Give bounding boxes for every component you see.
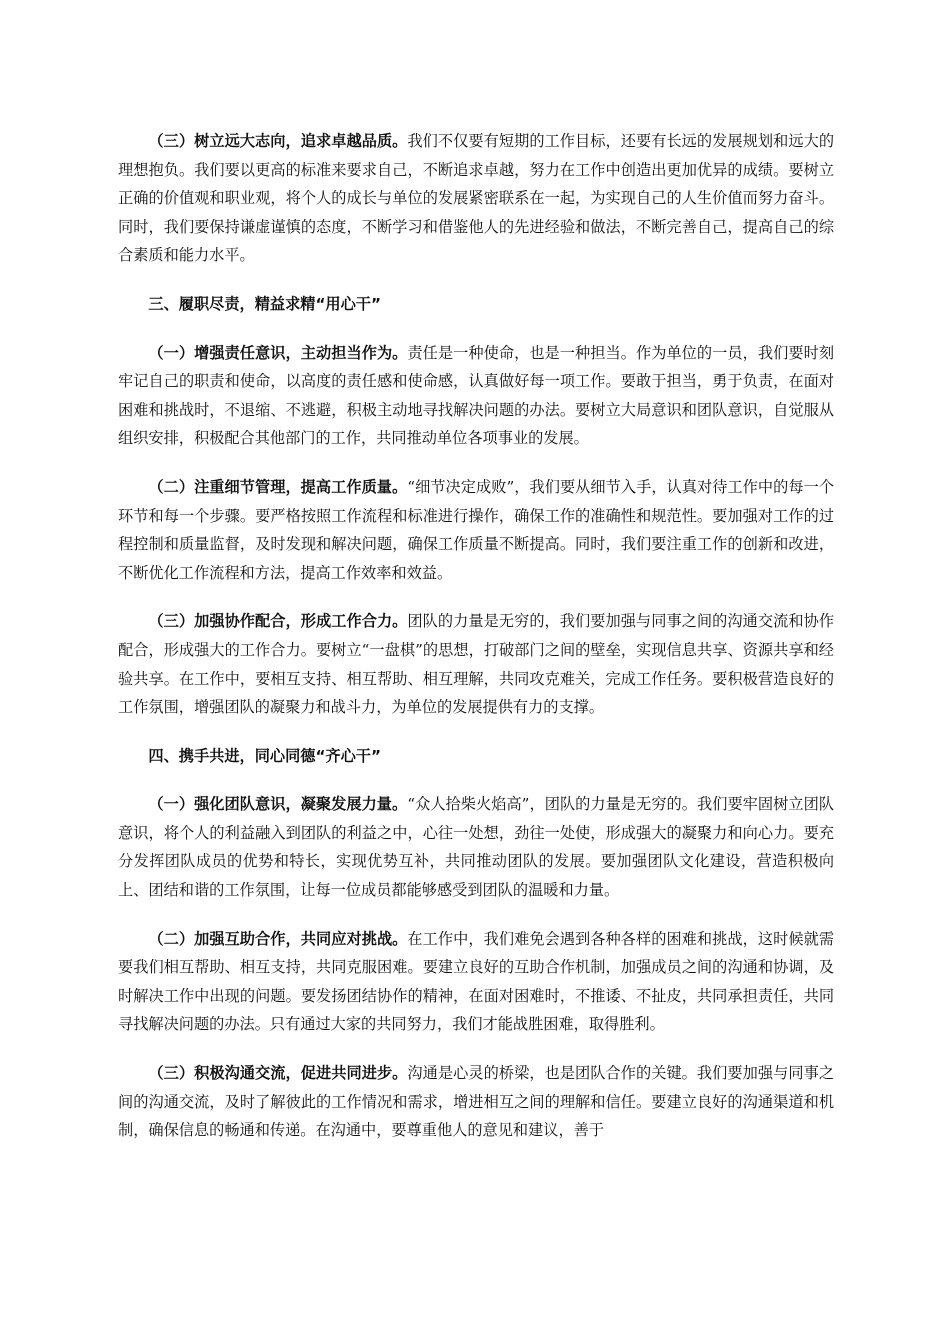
paragraph-body: 团队的力量是无穷的，我们要加强与同事之间的沟通交流和协作配合，形成强大的工作合力。要树立“一盘棋”的思想，打破部门之间的壁垒，实现信息共享、资源共享和经验共享。在工作中，要相互支持、相互帮助、相互理解，共同攻克难关，完成工作任务。要积极营造良好的工作氛围，增强团队的凝聚力和战斗力，为单位的发展提供有力的支撑。 — [118, 612, 835, 717]
paragraph-team-awareness — [118, 790, 834, 904]
paragraph-collaboration — [118, 607, 834, 721]
paragraph-lead: （三）积极沟通交流，促进共同进步。 — [148, 1064, 408, 1083]
paragraph-lead: （一）强化团队意识，凝聚发展力量。 — [148, 795, 408, 814]
paragraph-body: “众人拾柴火焰高”，团队的力量是无穷的。我们要牢固树立团队意识，将个人的利益融入到团队的利益之中，心往一处想，劲往一处使，形成强大的凝聚力和向心力。要充分发挥团队成员的优势和特长，实现优势互补，共同推动团队的发展。要加强团队文化建设，营造积极向上、团结和谐的工作氛围，让每一位成员都能够感受到团队的温暖和力量。 — [118, 795, 835, 900]
paragraph-body: 责任是一种使命，也是一种担当。作为单位的一员，我们要时刻牢记自己的职责和使命，以高度的责任感和使命感，认真做好每一项工作。要敢于担当，勇于负责，在面对困难和挑战时，不退缩、不逃避，积极主动地寻找解决问题的办法。要树立大局意识和团队意识，自觉服从组织安排，积极配合其他部门的工作，共同推动单位各项事业的发展。 — [118, 343, 835, 448]
paragraph-body: “细节决定成败”，我们要从细节入手，认真对待工作中的每一个环节和每一个步骤。要严格按照工作流程和标准进行操作，确保工作的准确性和规范性。要加强对工作的过程控制和质量监督，及时发现和解决问题，确保工作质量不断提高。同时，我们要注重工作的创新和改进，不断优化工作流程和方法，提高工作效率和效益。 — [118, 477, 835, 582]
section-heading-4: 四、携手共进，同心同德“齐心干” — [148, 746, 381, 765]
paragraph-lead: （二）加强互助合作，共同应对挑战。 — [148, 929, 408, 948]
paragraph-body: 在工作中，我们难免会遇到各种各样的困难和挑战，这时候就需要我们相互帮助、相互支持，共同克服困难。要建立良好的互助合作机制，加强成员之间的沟通和协调，及时解决工作中出现的问题。要发扬团结协作的精神，在面对困难时，不推诿、不扯皮，共同承担责任，共同寻找解决问题的办法。只有通过大家的共同努力，我们才能战胜困难，取得胜利。 — [118, 929, 835, 1034]
paragraph-communication — [118, 1059, 834, 1145]
paragraph-detail-management — [118, 473, 834, 587]
paragraph-lead: （三）树立远大志向，追求卓越品质。 — [148, 132, 408, 150]
document-page — [118, 127, 834, 1165]
section-heading-3: 三、履职尽责，精益求精“用心干” — [148, 294, 381, 313]
paragraph-establish-aspirations — [118, 127, 834, 270]
paragraph-mutual-assistance — [118, 925, 834, 1039]
paragraph-body: 我们不仅要有短期的工作目标，还要有长远的发展规划和远大的理想抱负。我们要以更高的标准来要求自己，不断追求卓越，努力在工作中创造出更加优异的成绩。要树立正确的价值观和职业观，将个人的成长与单位的发展紧密联系在一起，为实现自己的人生价值而努力奋斗。同时，我们要保持谦虚谨慎的态度，不断学习和借鉴他人的先进经验和做法，不断完善自己，提高自己的综合素质和能力水平。 — [118, 132, 835, 265]
paragraph-lead: （一）增强责任意识，主动担当作为。 — [148, 343, 408, 362]
paragraph-body: 沟通是心灵的桥梁，也是团队合作的关键。我们要加强与同事之间的沟通交流，及时了解彼此的工作情况和需求，增进相互之间的理解和信任。要建立良好的沟通渠道和机制，确保信息的畅通和传递。在沟通中，要尊重他人的意见和建议，善于 — [118, 1064, 835, 1140]
paragraph-lead: （二）注重细节管理，提高工作质量。 — [148, 477, 408, 496]
paragraph-lead: （三）加强协作配合，形成工作合力。 — [148, 612, 408, 631]
paragraph-responsibility — [118, 339, 834, 453]
